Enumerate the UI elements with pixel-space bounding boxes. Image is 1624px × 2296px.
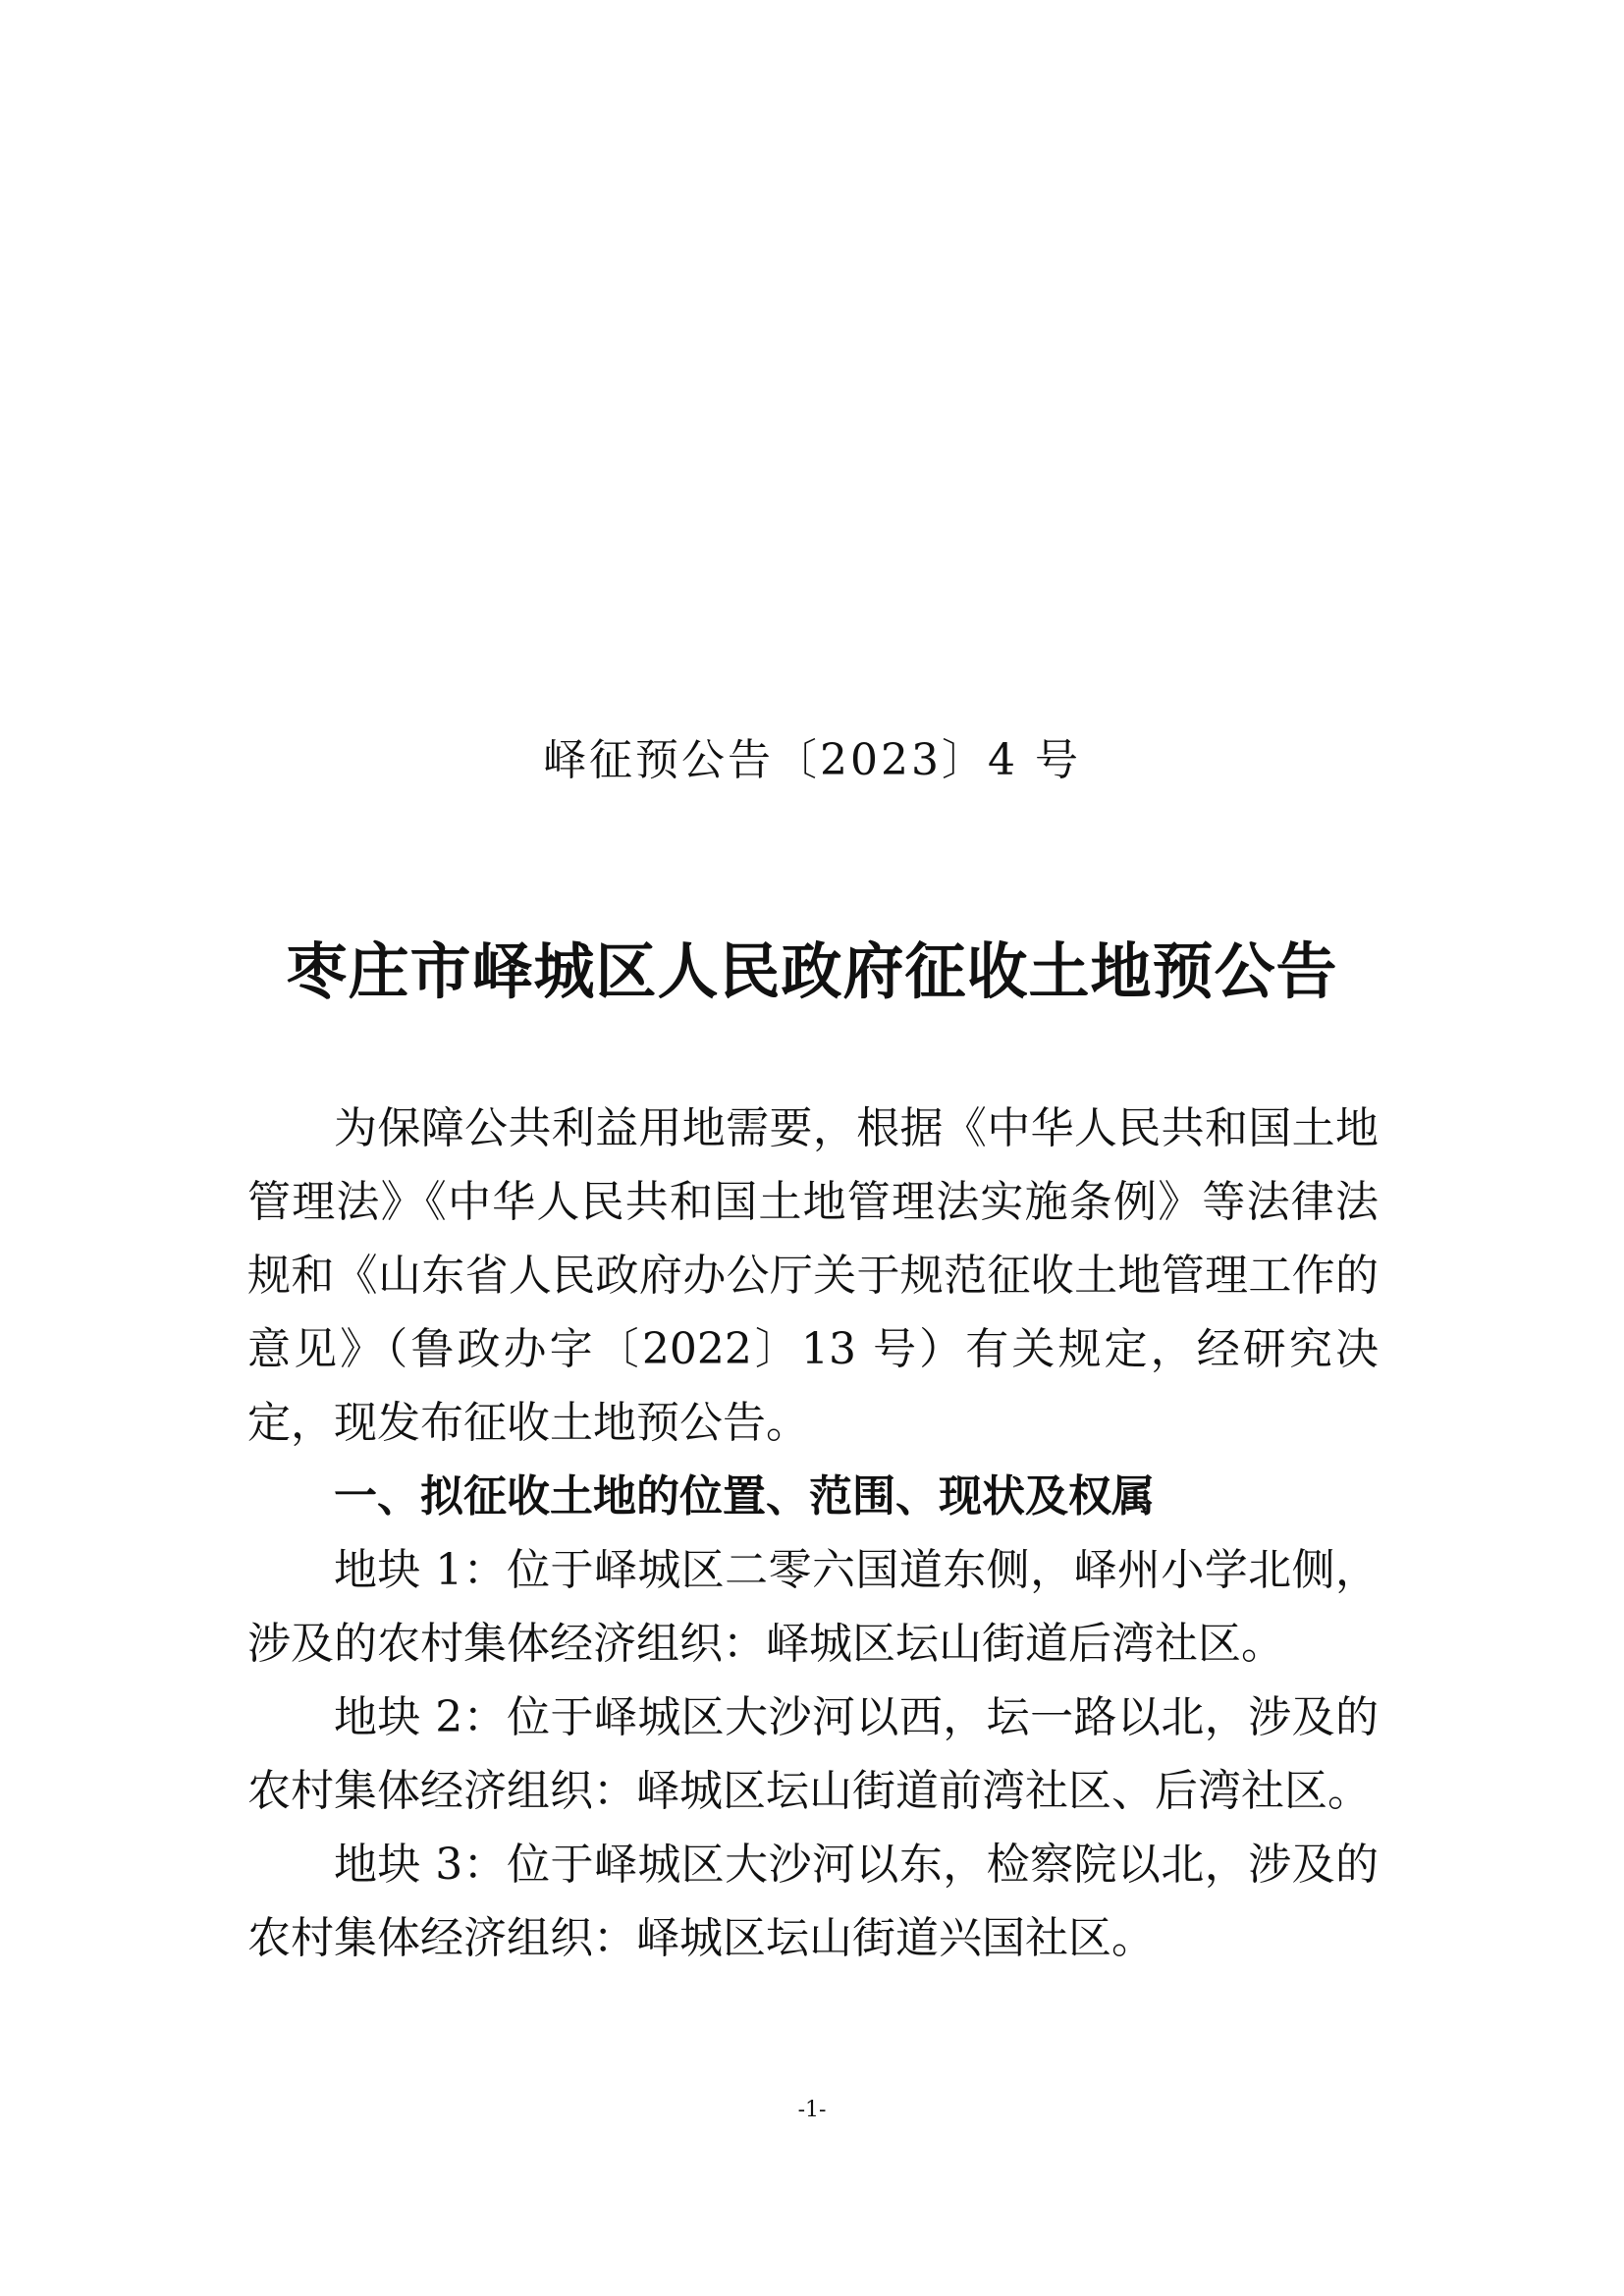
document-number: 峄征预公告〔2023〕4 号 (543, 735, 1081, 785)
plot-paragraph-2: 地块 2：位于峄城区大沙河以西，坛一路以北，涉及的农村集体经济组织：峄城区坛山街道前湾社区、后湾社区。 (247, 1692, 1379, 1816)
plot-paragraph-1: 地块 1：位于峄城区二零六国道东侧，峄州小学北侧，涉及的农村集体经济组织：峄城区坛山街道后湾社区。 (247, 1545, 1379, 1669)
document-title: 枣庄市峄城区人民政府征收土地预公告 (286, 935, 1338, 1007)
plot-paragraph-3: 地块 3：位于峄城区大沙河以东，检察院以北，涉及的农村集体经济组织：峄城区坛山街道兴国社区。 (247, 1840, 1379, 1963)
document-body (247, 1092, 1379, 1975)
page-number: -1- (797, 2098, 827, 2122)
intro-paragraph: 为保障公共利益用地需要，根据《中华人民共和国土地管理法》《中华人民共和国土地管理法实施条例》等法律法规和《山东省人民政府办公厅关于规范征收土地管理工作的意见》（鲁政办字〔2022〕13 号）有关规定，经研究决定，现发布征收土地预公告。 (247, 1103, 1379, 1448)
section-heading-location: 一、拟征收土地的位置、范围、现状及权属 (334, 1471, 1155, 1522)
